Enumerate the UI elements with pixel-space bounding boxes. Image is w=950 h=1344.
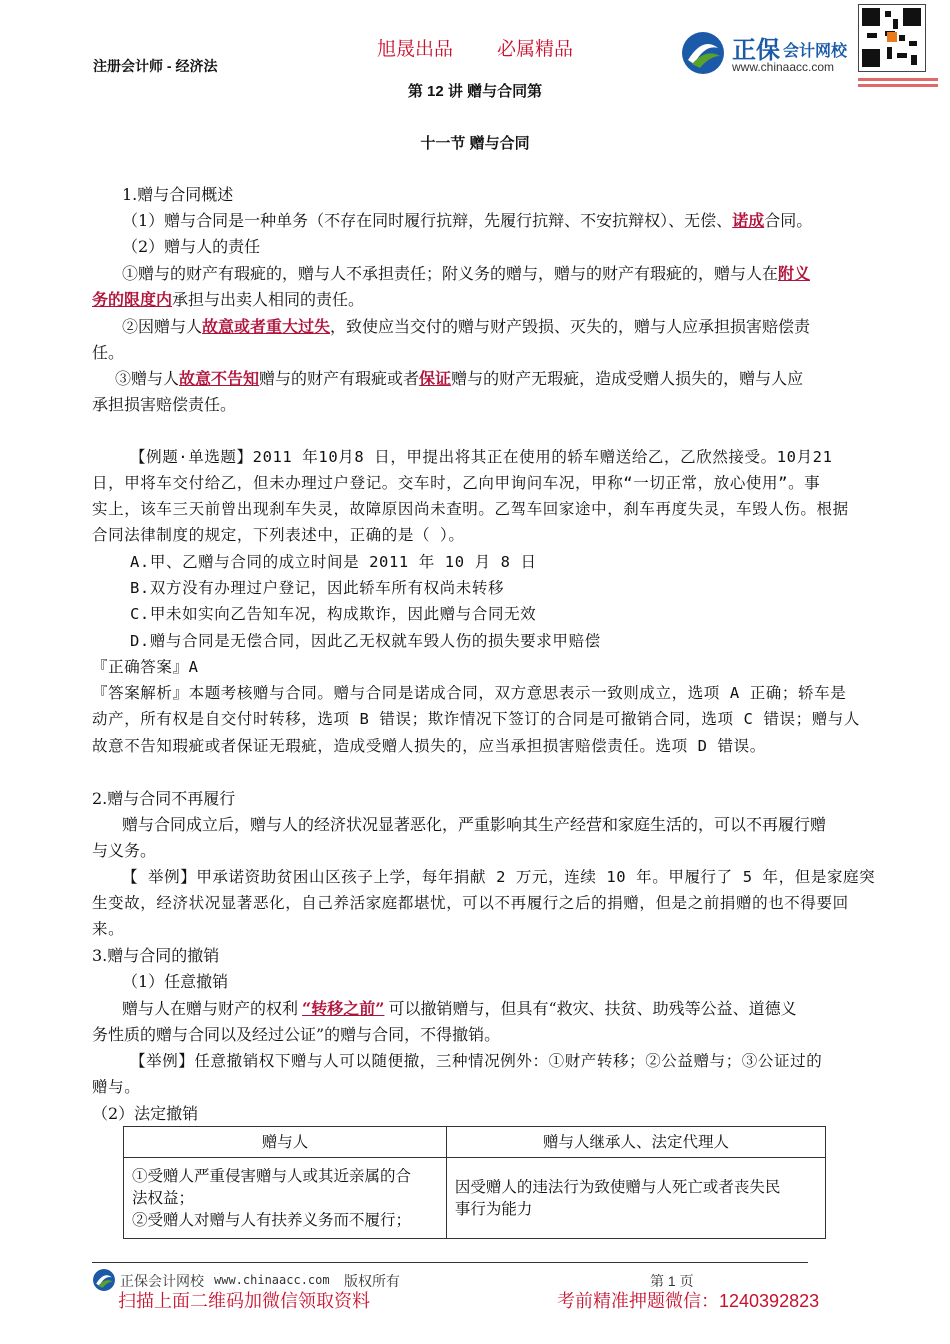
lecture-title: 第 12 讲 赠与合同第 xyxy=(407,83,543,100)
s3-paragraph-2: 务性质的赠与合同以及经过公证”的赠与合同，不得撤销。 xyxy=(92,1025,501,1044)
s3-heading: 3.赠与合同的撤销 xyxy=(92,946,220,965)
footer-brand: 正保会计网校 xyxy=(120,1273,204,1289)
example1-analysis-1: 『答案解析』本题考核赠与合同。赠与合同是诺成合同，双方意思表示一致则成立，选项 A 正确；轿车是 xyxy=(92,684,847,702)
s1-paragraph-4: ②因赠与人故意或者重大过失，致使应当交付的赠与财产毁损、灭失的，赠与人应承担损害赔偿责 xyxy=(122,317,811,336)
footer-page-number: 第 1 页 xyxy=(650,1273,694,1289)
example1-option-a: A.甲、乙赠与合同的成立时间是 2011 年 10 月 8 日 xyxy=(130,553,537,571)
s1-heading: 1.赠与合同概述 xyxy=(122,185,234,204)
footer-logo-icon xyxy=(92,1268,116,1292)
example1-line-2: 日，甲将车交付给乙，但未办理过户登记。交车时，乙向甲询问车况，甲称“一切正常，放心使用”。事 xyxy=(92,474,821,492)
table-cell-right-line-2: 事行为能力 xyxy=(454,1200,533,1218)
table-cell-left xyxy=(124,1158,447,1239)
example1-line-4: 合同法律制度的规定，下列表述中，正确的是（ ）。 xyxy=(92,526,465,544)
example1-analysis-2: 动产，所有权是自交付时转移，选项 B 错误；欺诈情况下签订的合同是可撤销合同，选项 C 错误；赠与人 xyxy=(92,710,860,728)
example1-line-3: 实上，该车三天前曾出现刹车失灵，故障原因尚未查明。乙驾车回家途中，刹车再度失灵，车毁人伤。根据 xyxy=(92,500,849,518)
s1-paragraph-4-cont: 任。 xyxy=(92,343,125,362)
s2-paragraph-2: 与义务。 xyxy=(92,841,157,860)
s1-paragraph-3-cont: 务的限度内承担与出卖人相同的责任。 xyxy=(92,290,365,309)
slogan-left: 旭晟出品 xyxy=(377,39,454,60)
table-cell-left-line-2: 法权益； xyxy=(132,1189,195,1207)
s3-example-2: 赠与。 xyxy=(92,1078,141,1096)
example1-answer: 『正确答案』A xyxy=(92,658,199,676)
s3-sub-2: （2）法定撤销 xyxy=(92,1104,199,1123)
s2-heading: 2.赠与合同不再履行 xyxy=(92,789,236,808)
s3-example-1: 【举例】任意撤销权下赠与人可以随便撤，三种情况例外：①财产转移；②公益赠与；③公证过的 xyxy=(130,1052,823,1070)
brand-name: 正保 xyxy=(732,37,780,64)
footer-url: www.chinaacc.com xyxy=(214,1273,330,1287)
section-title: 十一节 赠与合同 xyxy=(420,135,530,152)
footer-promo-right: 考前精准押题微信：1240392823 xyxy=(557,1291,820,1311)
example1-line-1: 【例题·单选题】2011 年10月8 日，甲提出将其正在使用的轿车赠送给乙，乙欣然接受。10月21 xyxy=(130,448,833,466)
footer-promo-left: 扫描上面二维码加微信领取资料 xyxy=(118,1291,370,1311)
example1-option-c: C.甲未如实向乙告知车况，构成欺诈，因此赠与合同无效 xyxy=(130,605,537,623)
brand-logo-icon xyxy=(680,30,726,76)
table-cell-left-line-1: ①受赠人严重侵害赠与人或其近亲属的合 xyxy=(132,1167,412,1185)
footer-divider xyxy=(92,1262,808,1263)
example1-analysis-3: 故意不告知瑕疵或者保证无瑕疵，造成受赠人损失的，应当承担损害赔偿责任。选项 D 错误。 xyxy=(92,737,766,755)
qr-code-image xyxy=(858,4,926,72)
example1-option-d: D.赠与合同是无偿合同，因此乙无权就车毁人伤的损失要求甲赔偿 xyxy=(130,632,601,650)
s1-paragraph-1: （1）赠与合同是一种单务（不存在同时履行抗辩，先履行抗辩、不安抗辩权）、无偿、诺成合同。 xyxy=(122,211,813,230)
s1-paragraph-5-cont: 承担损害赔偿责任。 xyxy=(92,395,237,414)
table-header-cell: 赠与人 xyxy=(124,1127,447,1158)
table-header-cell: 赠与人继承人、法定代理人 xyxy=(446,1127,825,1158)
s2-example-1: 【 举例】甲承诺资助贫困山区孩子上学，每年捐献 2 万元，连续 10 年。甲履行了 5 年，但是家庭突 xyxy=(122,868,876,886)
footer-logo xyxy=(92,1268,116,1292)
revocation-table xyxy=(123,1126,826,1239)
footer-copyright: 版权所有 xyxy=(344,1273,400,1289)
s2-example-3: 来。 xyxy=(92,920,125,938)
slogan-right: 必属精品 xyxy=(497,39,574,60)
table-header-row xyxy=(124,1127,826,1158)
table-row xyxy=(124,1158,826,1239)
brand-sub: 会计网校 xyxy=(783,43,848,60)
s1-paragraph-2: （2）赠与人的责任 xyxy=(122,237,261,256)
table-cell-right xyxy=(446,1158,825,1239)
table-cell-right-line-1: 因受赠人的违法行为致使赠与人死亡或者丧失民 xyxy=(454,1178,781,1196)
s3-paragraph-1: 赠与人在赠与财产的权利 “转移之前” 可以撤销赠与，但具有“救灾、扶贫、助残等公益、道德义 xyxy=(122,999,797,1018)
s3-sub-1: （1）任意撤销 xyxy=(122,972,229,991)
s2-paragraph-1: 赠与合同成立后，赠与人的经济状况显著恶化，严重影响其生产经营和家庭生活的，可以不再履行赠 xyxy=(122,815,827,834)
example1-option-b: B.双方没有办理过户登记，因此轿车所有权尚未转移 xyxy=(130,579,505,597)
s2-example-2: 生变故，经济状况显著恶化，自己养活家庭都堪忧，可以不再履行之后的捐赠，但是之前捐赠的也不得要回 xyxy=(92,894,849,912)
brand-logo xyxy=(680,30,855,76)
table-cell-left-line-3: ②受赠人对赠与人有扶养义务而不履行； xyxy=(132,1211,412,1229)
s1-paragraph-3: ①赠与的财产有瑕疵的，赠与人不承担责任；附义务的赠与，赠与的财产有瑕疵的，赠与人在附义 xyxy=(122,264,811,283)
brand-url: www.chinaacc.com xyxy=(732,60,835,74)
course-name: 注册会计师 - 经济法 xyxy=(93,58,218,74)
s1-paragraph-5: ③赠与人故意不告知赠与的财产有瑕疵或者保证赠与的财产无瑕疵，造成受赠人损失的，赠与人应 xyxy=(115,369,804,388)
